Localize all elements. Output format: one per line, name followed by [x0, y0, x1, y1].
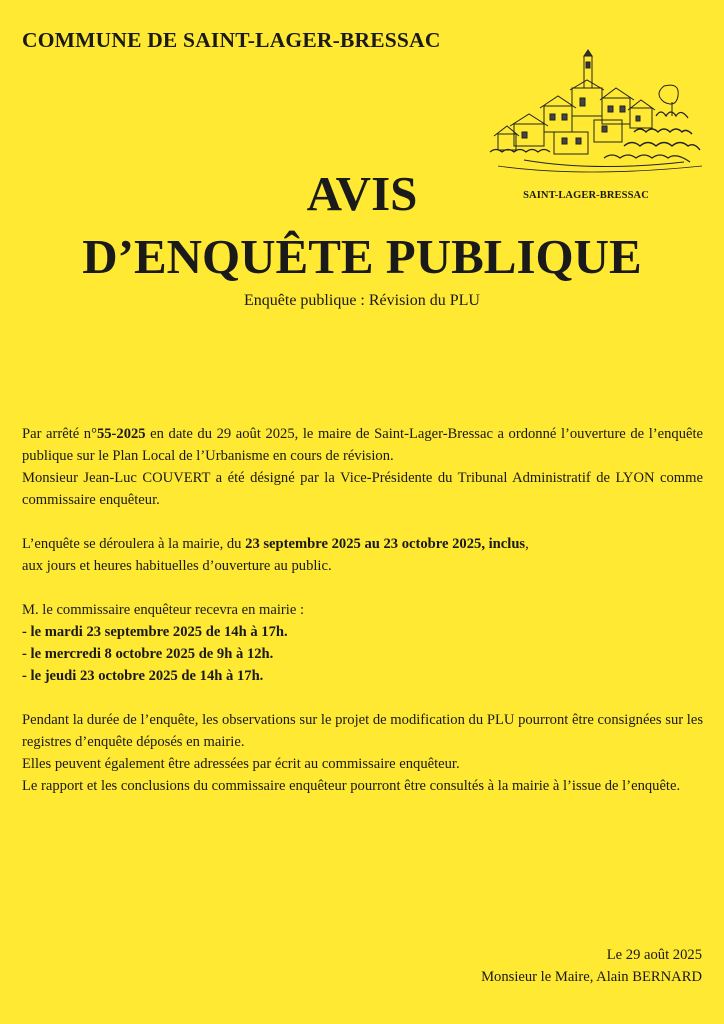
- permanences-intro: M. le commissaire enquêteur recevra en mairie :: [22, 602, 305, 618]
- permanence-item: - le mercredi 8 octobre 2025 de 9h à 12h.: [22, 646, 274, 662]
- permanence-item: - le mardi 23 septembre 2025 de 14h à 17h.: [22, 624, 288, 640]
- paragraph-hours: aux jours et heures habituelles d’ouverture au public.: [22, 558, 332, 574]
- logo-caption: SAINT-LAGER-BRESSAC: [523, 190, 649, 201]
- paragraph-observations: Pendant la durée de l’enquête, les observations sur le projet de modification du PLU pourront être consignées sur les registres d’enquête déposés en mairie.: [22, 712, 703, 750]
- signature-block: [481, 944, 702, 988]
- notice-body: [22, 423, 703, 797]
- commune-heading: COMMUNE DE SAINT-LAGER-BRESSAC: [22, 28, 441, 52]
- paragraph-arrete: Par arrêté n°55-2025 en date du 29 août 2025, le maire de Saint-Lager-Bressac a ordonné l’ouverture de l’enquête publique sur le Plan Local de l’Urbanisme en cours de révision.: [22, 426, 703, 464]
- signature-date: Le 29 août 2025: [606, 947, 702, 963]
- title-enquete-publique: D’ENQUÊTE PUBLIQUE: [82, 229, 642, 284]
- paragraph-commissaire: Monsieur Jean-Luc COUVERT a été désigné par la Vice-Présidente du Tribunal Administratif de LYON comme commissaire enquêteur.: [22, 470, 703, 508]
- permanence-item: - le jeudi 23 octobre 2025 de 14h à 17h.: [22, 668, 264, 684]
- paragraph-dates: L’enquête se déroulera à la mairie, du 23 septembre 2025 au 23 octobre 2025, inclus,: [22, 536, 529, 552]
- subtitle: Enquête publique : Révision du PLU: [244, 292, 480, 309]
- paragraph-written: Elles peuvent également être adressées par écrit au commissaire enquêteur.: [22, 756, 460, 772]
- signature-name: Monsieur le Maire, Alain BERNARD: [481, 969, 702, 985]
- enquete-dates: 23 septembre 2025 au 23 octobre 2025, inclus: [245, 536, 526, 552]
- arrete-number: 55-2025: [96, 426, 146, 442]
- paragraph-report: Le rapport et les conclusions du commissaire enquêteur pourront être consultés à la mairie à l’issue de l’enquête.: [22, 778, 681, 794]
- village-sketch-icon: [484, 46, 714, 186]
- title-avis: AVIS: [306, 166, 418, 221]
